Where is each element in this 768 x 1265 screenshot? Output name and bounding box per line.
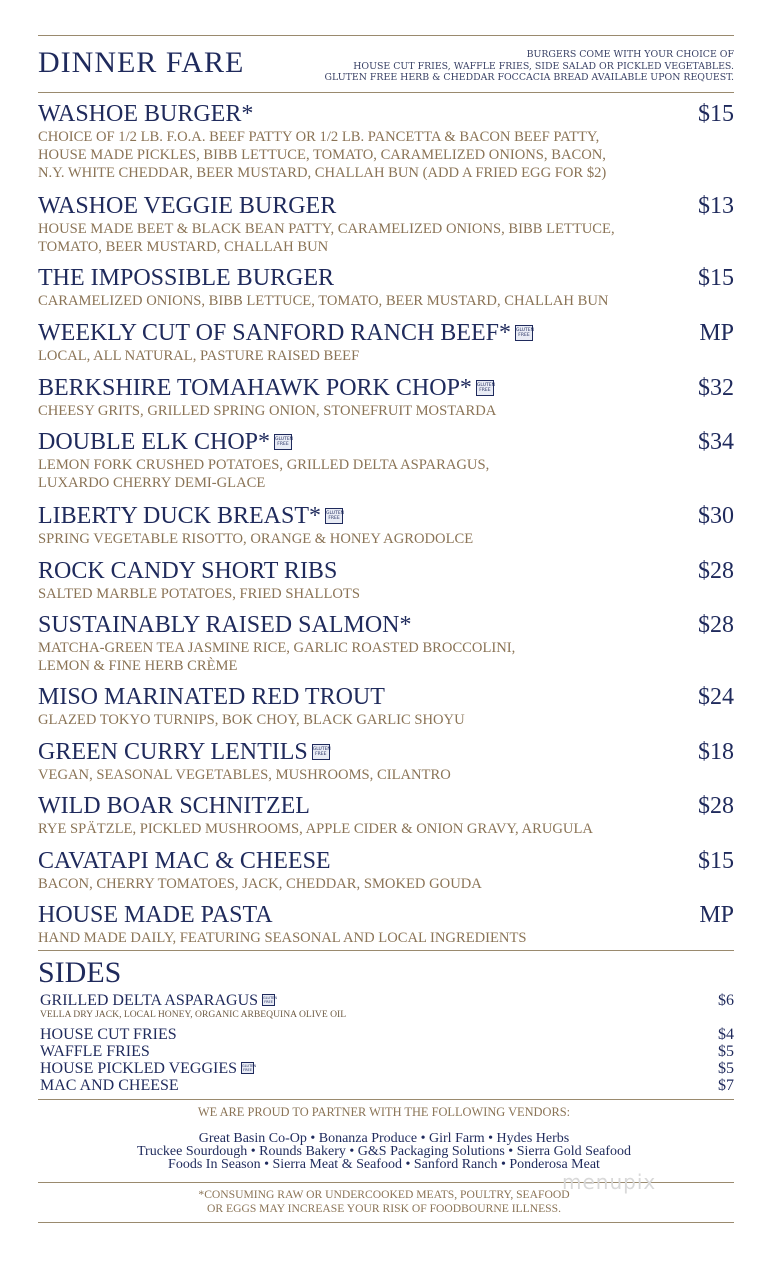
free-label: FREE bbox=[277, 442, 289, 447]
menu-item-name-text: WASHOE VEGGIE BURGER bbox=[38, 193, 337, 219]
gluten-free-label: GLUTEN bbox=[242, 1064, 257, 1068]
burger-sides-note bbox=[304, 49, 734, 84]
menu-item-description: CHOICE OF 1/2 LB. F.O.A. BEEF PATTY OR 1/2 LB. PANCETTA & BACON BEEF PATTY, HOUSE MADE PICKLES, BIBB LETTUCE, TOMATO, CARAMELIZED ONIONS, BACON, N.Y. WHITE CHEDDAR, BEER MUSTARD, CHALLAH BUN (ADD A FRIED EGG FOR $2) bbox=[38, 129, 607, 181]
menu-item bbox=[38, 375, 734, 420]
menu-item-description: HOUSE MADE BEET & BLACK BEAN PATTY, CARAMELIZED ONIONS, BIBB LETTUCE, TOMATO, BEER MUSTARD, CHALLAH BUN bbox=[38, 221, 615, 255]
menu-item bbox=[38, 902, 734, 947]
menu-item-name-text: DOUBLE ELK CHOP* bbox=[38, 429, 270, 455]
gluten-free-label: GLUTEN bbox=[275, 437, 294, 442]
gluten-free-icon bbox=[312, 744, 330, 760]
gluten-free-icon bbox=[476, 380, 494, 396]
header-divider bbox=[38, 92, 734, 93]
gluten-free-label: GLUTEN bbox=[515, 328, 534, 333]
menu-item bbox=[38, 793, 734, 838]
note-line-1: BURGERS COME WITH YOUR CHOICE OF bbox=[526, 49, 734, 60]
free-label: FREE bbox=[243, 1068, 252, 1072]
menu-item-name-text: WASHOE BURGER* bbox=[38, 101, 254, 127]
menu-item-name bbox=[38, 320, 734, 347]
side-item bbox=[40, 1026, 734, 1043]
menu-item-description: CHEESY GRITS, GRILLED SPRING ONION, STONEFRUIT MOSTARDA bbox=[38, 403, 497, 419]
menu-item bbox=[38, 558, 734, 603]
menu-item-price: $30 bbox=[698, 503, 734, 529]
menu-item-name-text: THE IMPOSSIBLE BURGER bbox=[38, 265, 335, 291]
menu-item-description: MATCHA-GREEN TEA JASMINE RICE, GARLIC ROASTED BROCCOLINI, LEMON & FINE HERB CRÈME bbox=[38, 640, 516, 674]
menu-item-price: $15 bbox=[698, 848, 734, 874]
menu-item-name-text: HOUSE MADE PASTA bbox=[38, 902, 273, 928]
menu-item-name bbox=[38, 265, 734, 292]
side-item bbox=[40, 992, 734, 1020]
gluten-free-icon bbox=[262, 994, 278, 1006]
menu-item-name-text: WEEKLY CUT OF SANFORD RANCH BEEF* bbox=[38, 320, 511, 346]
menu-item-description: CARAMELIZED ONIONS, BIBB LETTUCE, TOMATO, BEER MUSTARD, CHALLAH BUN bbox=[38, 293, 609, 309]
side-item-name bbox=[40, 1026, 734, 1043]
menu-item-price: $15 bbox=[698, 265, 734, 291]
menu-item-price: $28 bbox=[698, 558, 734, 584]
menu-item-name-text: CAVATAPI MAC & CHEESE bbox=[38, 848, 331, 874]
menu-item-description: GLAZED TOKYO TURNIPS, BOK CHOY, BLACK GARLIC SHOYU bbox=[38, 712, 465, 728]
menu-item-description: LEMON FORK CRUSHED POTATOES, GRILLED DELTA ASPARAGUS, LUXARDO CHERRY DEMI-GLACE bbox=[38, 457, 490, 491]
gluten-free-label: GLUTEN bbox=[312, 747, 331, 752]
menu-item-name-text: LIBERTY DUCK BREAST* bbox=[38, 503, 322, 529]
vendors-divider bbox=[38, 1099, 734, 1100]
side-item-name bbox=[40, 1060, 734, 1077]
note-line-3: GLUTEN FREE HERB & CHEDDAR FOCCACIA BREAD AVAILABLE UPON REQUEST. bbox=[324, 72, 734, 83]
menu-item-name bbox=[38, 684, 734, 711]
side-item-name-text: MAC AND CHEESE bbox=[40, 1077, 179, 1094]
menu-item-description: LOCAL, ALL NATURAL, PASTURE RAISED BEEF bbox=[38, 348, 360, 364]
menu-item-name bbox=[38, 429, 734, 456]
menu-item-name bbox=[38, 739, 734, 766]
menu-item-description: SALTED MARBLE POTATOES, FRIED SHALLOTS bbox=[38, 586, 360, 602]
vendors-line-2: Truckee Sourdough • Rounds Bakery • G&S Packaging Solutions • Sierra Gold Seafood bbox=[136, 1144, 632, 1159]
menu-item-price: $28 bbox=[698, 612, 734, 638]
bottom-divider bbox=[38, 1222, 734, 1223]
free-label: FREE bbox=[328, 516, 340, 521]
menu-item-name bbox=[38, 193, 734, 220]
free-label: FREE bbox=[264, 1000, 273, 1004]
footnote-line-1: *CONSUMING RAW OR UNDERCOOKED MEATS, POULTRY, SEAFOOD bbox=[198, 1188, 570, 1201]
menu-item-description: HAND MADE DAILY, FEATURING SEASONAL AND LOCAL INGREDIENTS bbox=[38, 930, 527, 946]
menu-item-name bbox=[38, 375, 734, 402]
menu-item-name bbox=[38, 848, 734, 875]
side-item-price: $6 bbox=[718, 992, 734, 1009]
menu-item-price: $28 bbox=[698, 793, 734, 819]
side-item-price: $4 bbox=[718, 1026, 734, 1043]
menu-item-price: MP bbox=[699, 902, 734, 928]
menu-item-name bbox=[38, 612, 734, 639]
free-label: FREE bbox=[518, 333, 530, 338]
menu-item bbox=[38, 612, 734, 675]
free-label: FREE bbox=[315, 752, 327, 757]
gluten-free-icon bbox=[325, 508, 343, 524]
side-item-name-text: GRILLED DELTA ASPARAGUS bbox=[40, 992, 259, 1009]
menu-item-description: VEGAN, SEASONAL VEGETABLES, MUSHROOMS, CILANTRO bbox=[38, 767, 451, 783]
gluten-free-icon bbox=[241, 1062, 257, 1074]
menu-item bbox=[38, 101, 734, 182]
menu-item-name bbox=[38, 558, 734, 585]
gluten-free-icon bbox=[515, 325, 533, 341]
free-label: FREE bbox=[479, 388, 491, 393]
side-item bbox=[40, 1060, 734, 1077]
menu-item-name-text: MISO MARINATED RED TROUT bbox=[38, 684, 385, 710]
menu-item bbox=[38, 320, 734, 365]
menu-item-description: SPRING VEGETABLE RISOTTO, ORANGE & HONEY AGRODOLCE bbox=[38, 531, 474, 547]
side-item-name-text: HOUSE PICKLED VEGGIES bbox=[40, 1060, 238, 1077]
menu-item-name-text: GREEN CURRY LENTILS bbox=[38, 739, 308, 765]
menu-item-price: $24 bbox=[698, 684, 734, 710]
side-item bbox=[40, 1043, 734, 1060]
side-item-name bbox=[40, 1043, 734, 1060]
sides-title: SIDES bbox=[38, 956, 122, 989]
menu-item bbox=[38, 193, 734, 256]
menu-item-name bbox=[38, 503, 734, 530]
side-item-price: $7 bbox=[718, 1077, 734, 1094]
side-item-name bbox=[40, 1077, 734, 1094]
side-item-name-text: HOUSE CUT FRIES bbox=[40, 1026, 177, 1043]
menu-item bbox=[38, 265, 734, 310]
side-item-price: $5 bbox=[718, 1060, 734, 1077]
gluten-free-icon bbox=[274, 434, 292, 450]
gluten-free-label: GLUTEN bbox=[326, 511, 345, 516]
menu-item bbox=[38, 684, 734, 729]
menu-item-name bbox=[38, 793, 734, 820]
menu-item-price: $34 bbox=[698, 429, 734, 455]
side-item-name-text: WAFFLE FRIES bbox=[40, 1043, 150, 1060]
menu-item-price: MP bbox=[699, 320, 734, 346]
watermark: menupix bbox=[562, 1170, 657, 1194]
vendors-heading: WE ARE PROUD TO PARTNER WITH THE FOLLOWING VENDORS: bbox=[197, 1105, 571, 1119]
menu-item-name-text: SUSTAINABLY RAISED SALMON* bbox=[38, 612, 412, 638]
menu-item-price: $32 bbox=[698, 375, 734, 401]
menu-item-name-text: BERKSHIRE TOMAHAWK PORK CHOP* bbox=[38, 375, 472, 401]
menu-item-description: RYE SPÄTZLE, PICKLED MUSHROOMS, APPLE CIDER & ONION GRAVY, ARUGULA bbox=[38, 821, 593, 837]
menu-item bbox=[38, 429, 734, 492]
menu-item-name-text: ROCK CANDY SHORT RIBS bbox=[38, 558, 338, 584]
gluten-free-label: GLUTEN bbox=[263, 996, 278, 1000]
menu-item-price: $15 bbox=[698, 101, 734, 127]
side-item-name bbox=[40, 992, 734, 1009]
menu-item-name-text: WILD BOAR SCHNITZEL bbox=[38, 793, 310, 819]
top-divider bbox=[38, 35, 734, 36]
sides-divider bbox=[38, 950, 734, 951]
vendors-line-3: Foods In Season • Sierra Meat & Seafood • Sanford Ranch • Ponderosa Meat bbox=[168, 1157, 600, 1172]
side-item-description: VELLA DRY JACK, LOCAL HONEY, ORGANIC ARBEQUINA OLIVE OIL bbox=[40, 1009, 347, 1020]
footnote-line-2: OR EGGS MAY INCREASE YOUR RISK OF FOODBOURNE ILLNESS. bbox=[207, 1201, 561, 1215]
menu-item bbox=[38, 503, 734, 548]
vendors-line-1: Great Basin Co-Op • Bonanza Produce • Girl Farm • Hydes Herbs bbox=[198, 1131, 570, 1146]
menu-item bbox=[38, 848, 734, 893]
menu-item-name bbox=[38, 902, 734, 929]
menu-item-name bbox=[38, 101, 734, 128]
note-line-2: HOUSE CUT FRIES, WAFFLE FRIES, SIDE SALAD OR PICKLED VEGETABLES. bbox=[353, 60, 734, 72]
menu-item-price: $18 bbox=[698, 739, 734, 765]
side-item-price: $5 bbox=[718, 1043, 734, 1060]
menu-item-description: BACON, CHERRY TOMATOES, JACK, CHEDDAR, SMOKED GOUDA bbox=[38, 876, 482, 892]
gluten-free-label: GLUTEN bbox=[476, 383, 495, 388]
menu-item bbox=[38, 739, 734, 784]
page-title: DINNER FARE bbox=[38, 46, 245, 79]
menu-item-price: $13 bbox=[698, 193, 734, 219]
side-item bbox=[40, 1077, 734, 1094]
